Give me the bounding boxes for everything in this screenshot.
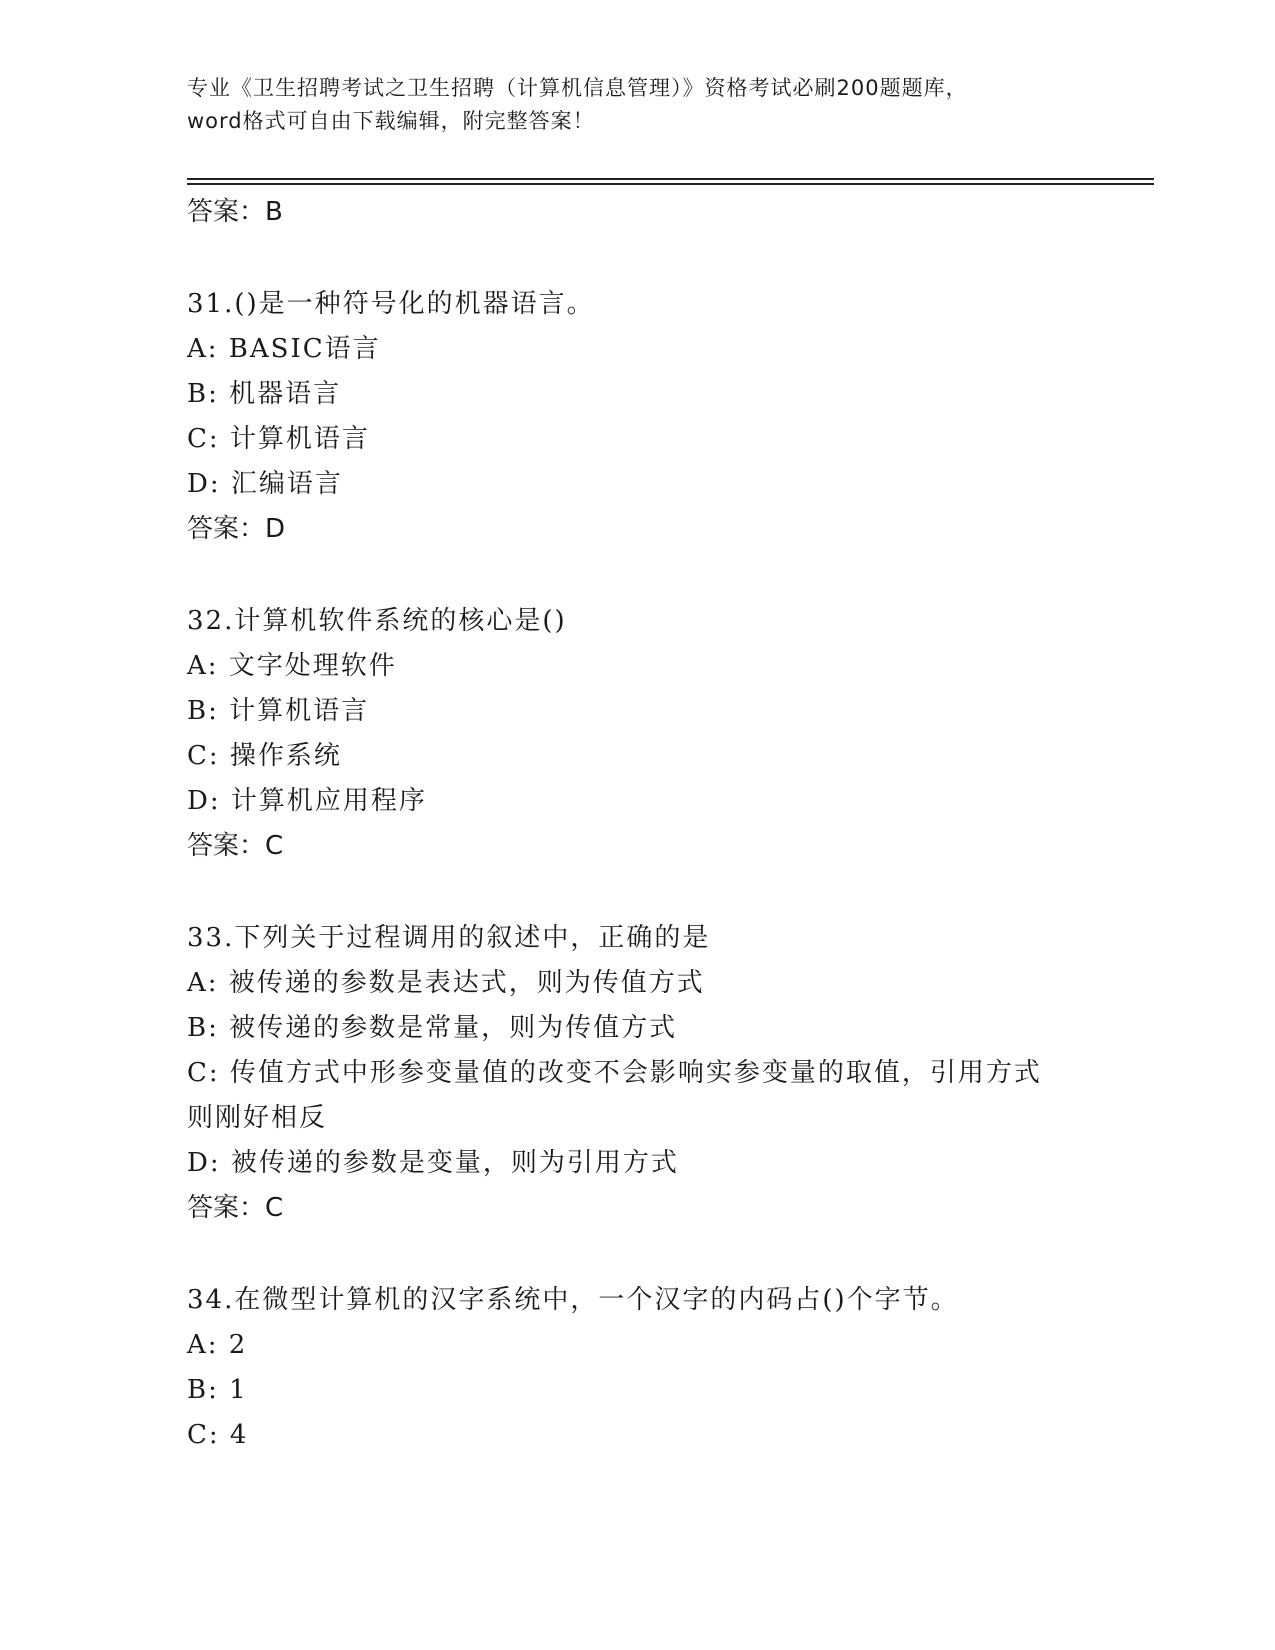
question-block [187, 282, 1147, 552]
answer-label: 答案：C [187, 1193, 284, 1223]
header-line-1: 专业《卫生招聘考试之卫生招聘（计算机信息管理）》资格考试必刷200题题库， [187, 76, 968, 100]
answer-label: 答案：B [187, 197, 283, 227]
option-c: C: 4 [187, 1420, 249, 1450]
document-header [187, 72, 1087, 138]
option-a: A: 2 [187, 1330, 248, 1360]
header-line-2: word格式可自由下载编辑，附完整答案！ [187, 109, 595, 133]
option-c: C: 操作系统 [187, 741, 342, 771]
spacer [187, 1231, 1147, 1278]
option-b: B: 1 [187, 1375, 248, 1405]
option-a: A: 文字处理软件 [187, 651, 397, 681]
question-list [187, 190, 1147, 1458]
option-d: D: 计算机应用程序 [187, 786, 427, 816]
header-divider-bottom [187, 183, 1154, 185]
question-text: 33.下列关于过程调用的叙述中，正确的是 [187, 923, 711, 953]
question-text: 31.()是一种符号化的机器语言。 [187, 289, 595, 319]
option-d: D: 被传递的参数是变量，则为引用方式 [187, 1148, 679, 1178]
spacer [187, 552, 1147, 599]
question-text: 34.在微型计算机的汉字系统中，一个汉字的内码占()个字节。 [187, 1285, 959, 1315]
spacer [187, 235, 1147, 282]
option-b: B: 机器语言 [187, 379, 342, 409]
option-c: C: 计算机语言 [187, 424, 370, 454]
option-a: A: BASIC语言 [187, 334, 381, 364]
option-c-continuation: 则刚好相反 [187, 1103, 328, 1133]
option-c: C: 传值方式中形参变量值的改变不会影响实参变量的取值，引用方式 [187, 1058, 1042, 1088]
question-block [187, 916, 1147, 1231]
option-b: B: 计算机语言 [187, 696, 370, 726]
header-divider-top [187, 178, 1154, 180]
question-block [187, 1278, 1147, 1458]
option-a: A: 被传递的参数是表达式，则为传值方式 [187, 968, 705, 998]
option-d: D: 汇编语言 [187, 469, 343, 499]
question-block [187, 599, 1147, 869]
answer-label: 答案：D [187, 514, 286, 544]
question-text: 32.计算机软件系统的核心是() [187, 606, 567, 636]
option-b: B: 被传递的参数是常量，则为传值方式 [187, 1013, 678, 1043]
answer-label: 答案：C [187, 831, 284, 861]
spacer [187, 869, 1147, 916]
